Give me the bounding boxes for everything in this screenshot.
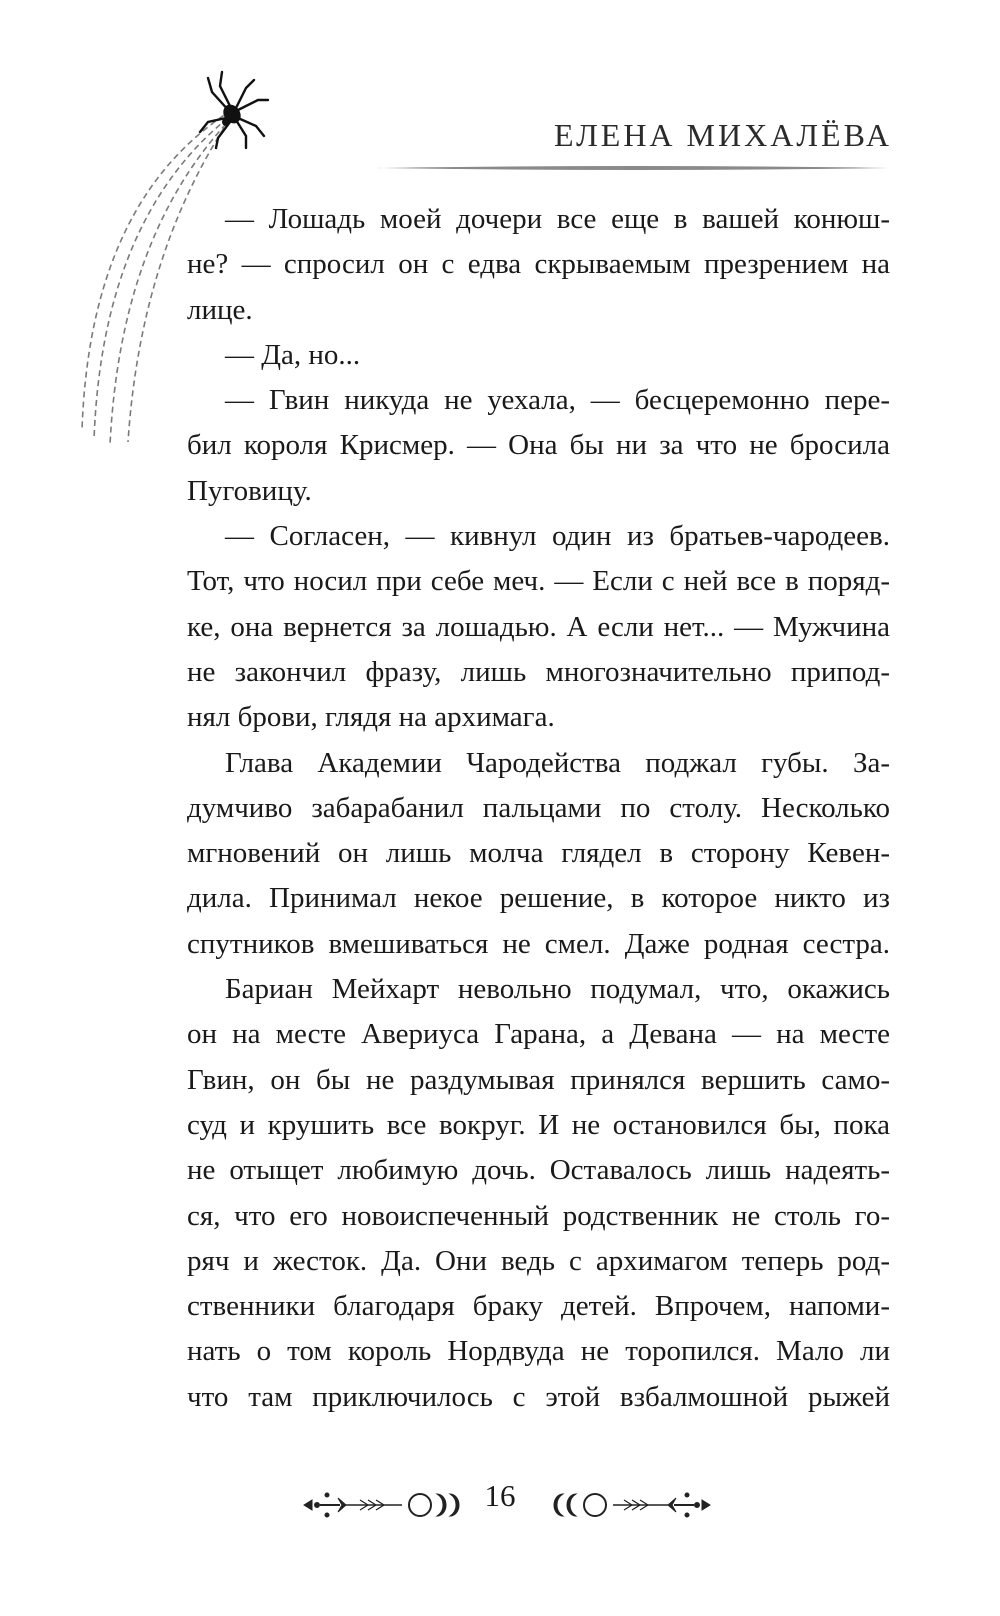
text-line: ся, что его новоиспеченный родственник не столь го- <box>187 1199 890 1232</box>
floral-ornament-icon <box>304 1493 459 1517</box>
text-line: ственники благодаря браку детей. Впрочем, напоми- <box>187 1290 890 1323</box>
text-line: мгновений он лишь молча глядел в сторону Кевен- <box>187 837 890 870</box>
text-line: ке, она вернется за лошадью. А если нет... — Мужчина <box>187 610 890 643</box>
text-line: Гвин, он бы не раздумывая принялся вершить само- <box>187 1063 890 1096</box>
text-line: Бариан Мейхарт невольно подумал, что, окажись <box>225 973 890 1006</box>
text-line: нял брови, глядя на архимага. <box>187 701 555 734</box>
body-text <box>187 197 890 1420</box>
text-line: дила. Принимал некое решение, в которое никто из <box>187 882 890 915</box>
text-line: суд и крушить все вокруг. И не остановился бы, пока <box>187 1108 890 1141</box>
text-line: — Гвин никуда не уехала, — бесцеремонно пере- <box>225 384 890 417</box>
text-line: — Лошадь моей дочери все еще в вашей конюш- <box>225 203 890 235</box>
page-number: 16 <box>484 1478 516 1513</box>
text-line: нать о том король Нордвуда не торопился. Мало ли <box>187 1335 890 1368</box>
text-line: Глава Академии Чародейства поджал губы. За- <box>225 746 890 779</box>
text-line: ряч и жесток. Да. Они ведь с архимагом теперь род- <box>187 1244 890 1277</box>
text-line: лице. <box>187 293 253 326</box>
floral-ornament-icon <box>554 1493 710 1517</box>
text-line: Пуговицу. <box>187 474 312 507</box>
text-line: Тот, что носил при себе меч. — Если с ней все в поряд- <box>187 565 890 598</box>
text-line: не? — спросил он с едва скрываемым презрением на <box>187 248 890 281</box>
text-line: не закончил фразу, лишь многозначительно припод- <box>187 655 890 688</box>
text-line: — Согласен, — кивнул один из братьев-чародеев. <box>225 520 890 553</box>
text-line: бил короля Крисмер. — Она бы ни за что не бросила <box>187 429 890 462</box>
text-line: не отыщет любимую дочь. Оставалось лишь надеять- <box>187 1154 890 1187</box>
text-line: спутников вмешиваться не смел. Даже родная сестра. <box>187 927 890 960</box>
text-line: он на месте Авериуса Гарана, а Девана — на месте <box>187 1018 890 1051</box>
text-line: что там приключилось с этой взбалмошной рыжей <box>187 1380 890 1413</box>
text-line: думчиво забарабанил пальцами по столу. Несколько <box>187 791 890 824</box>
text-line: — Да, но... <box>225 338 361 371</box>
header-rule <box>377 165 890 171</box>
book-author: ЕЛЕНА МИХАЛЁВА <box>553 117 892 153</box>
